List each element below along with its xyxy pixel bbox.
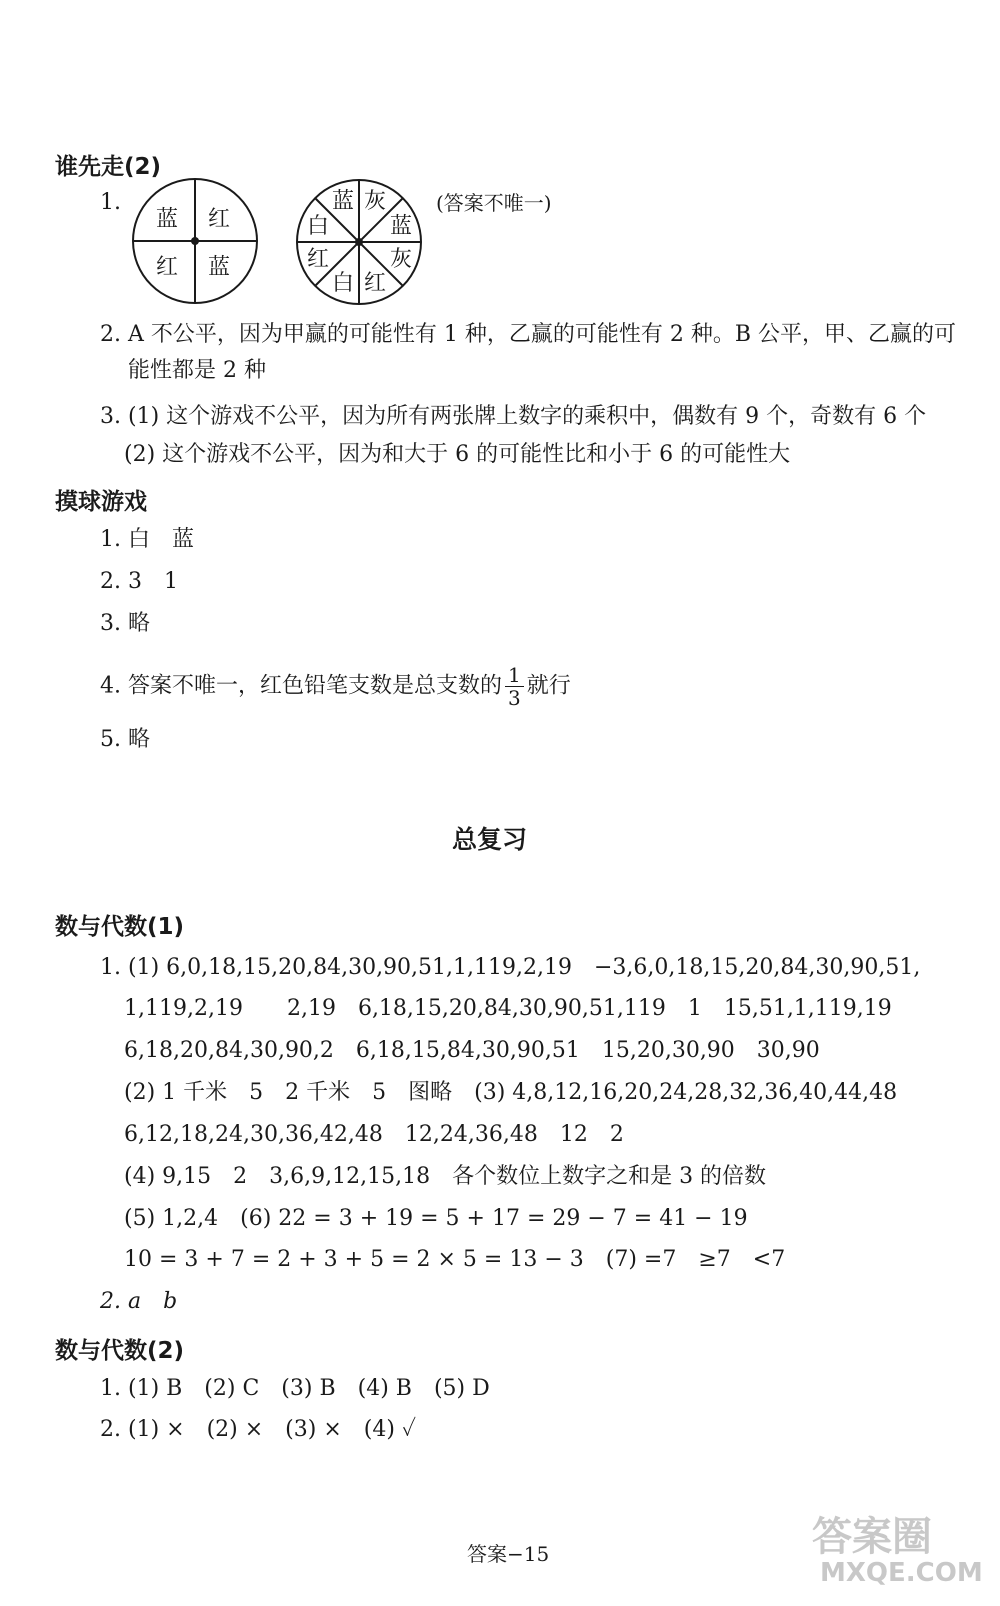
fraction <box>505 664 524 709</box>
s3-line-3: 6,18,20,84,30,90,2 6,18,15,84,30,90,51 15,20,30,90 30,90 <box>124 1038 820 1063</box>
s3-line-1: 1. (1) 6,0,18,15,20,84,30,90,51,1,119,2,19 −3,6,0,18,15,20,84,30,90,51, <box>100 955 921 980</box>
review-title: 总复习 <box>452 825 528 854</box>
q3-line1: 3. (1) 这个游戏不公平，因为所有两张牌上数字的乘积中，偶数有 9 个，奇数有 6 个 <box>100 404 927 429</box>
s3-line-6: (4) 9,15 2 3,6,9,12,15,18 各个数位上数字之和是 3 的倍数 <box>124 1164 767 1189</box>
q2-line2: 能性都是 2 种 <box>128 358 266 383</box>
wheel8-label-4: 蓝 <box>390 214 413 239</box>
wheel4-label-tl: 蓝 <box>156 207 179 232</box>
s2-q4-after: 就行 <box>526 673 571 699</box>
wheel8-label-6: 灰 <box>390 247 413 272</box>
s3-line-7: (5) 1,2,4 (6) 22 = 3 + 19 = 5 + 17 = 29 − 7 = 41 − 19 <box>124 1206 748 1231</box>
q1-note: (答案不唯一) <box>436 191 552 215</box>
s3-line-5: 6,12,18,24,30,36,42,48 12,24,36,48 12 2 <box>124 1122 624 1147</box>
section-title-number-algebra-2: 数与代数(2) <box>55 1338 185 1364</box>
s4-q1: 1. (1) B (2) C (3) B (4) B (5) D <box>100 1376 490 1401</box>
wheel8-label-2: 灰 <box>364 189 387 214</box>
s3-line-2: 1,119,2,19 2,19 6,18,15,20,84,30,90,51,119 1 15,51,1,119,19 <box>124 996 892 1021</box>
wheel4-label-bl: 红 <box>156 255 179 280</box>
spinner-wheel-8 <box>294 178 424 308</box>
section-title-who-goes-first: 谁先走(2) <box>55 154 162 180</box>
s3-line-4: (2) 1 千米 5 2 千米 5 图略 (3) 4,8,12,16,20,24,28,32,36,40,44,48 <box>124 1080 898 1105</box>
s3-q2: 2. a b <box>100 1289 178 1314</box>
s2-q1: 1. 白 蓝 <box>100 527 194 552</box>
section-title-number-algebra-1: 数与代数(1) <box>55 914 185 940</box>
s2-q4 <box>100 664 571 709</box>
fraction-numerator: 1 <box>505 664 524 687</box>
section-title-ball-game: 摸球游戏 <box>55 489 147 515</box>
s2-q3: 3. 略 <box>100 611 150 636</box>
s2-q4-text: 4. 答案不唯一，红色铅笔支数是总支数的 <box>100 673 502 699</box>
q2-line1: 2. A 不公平，因为甲赢的可能性有 1 种，乙赢的可能性有 2 种。B 公平，甲、乙赢的可 <box>100 322 956 347</box>
wheel8-label-7: 白 <box>332 271 355 296</box>
q1-number: 1. <box>100 190 121 215</box>
s2-q2: 2. 3 1 <box>100 569 178 594</box>
wheel8-label-3: 白 <box>307 214 330 239</box>
wheel4-label-br: 蓝 <box>208 255 231 280</box>
wheel8-label-1: 蓝 <box>332 189 355 214</box>
wheel4-label-tr: 红 <box>208 207 231 232</box>
s3-line-8: 10 = 3 + 7 = 2 + 3 + 5 = 2 × 5 = 13 − 3 (7) =7 ≥7 <7 <box>124 1247 786 1272</box>
wheel8-label-8: 红 <box>364 271 387 296</box>
fraction-denominator: 3 <box>508 686 521 710</box>
s4-q2: 2. (1) × (2) × (3) × (4) ✓ <box>100 1417 417 1442</box>
page-footer: 答案−15 <box>467 1542 550 1566</box>
watermark-logo: 答案圈 <box>812 1514 932 1560</box>
q3-line2: (2) 这个游戏不公平，因为和大于 6 的可能性比和小于 6 的可能性大 <box>124 442 791 467</box>
wheel8-label-5: 红 <box>307 247 330 272</box>
watermark-url: MXQE.COM <box>820 1558 983 1588</box>
spinner-wheel-4 <box>128 178 262 308</box>
s2-q5: 5. 略 <box>100 727 150 752</box>
